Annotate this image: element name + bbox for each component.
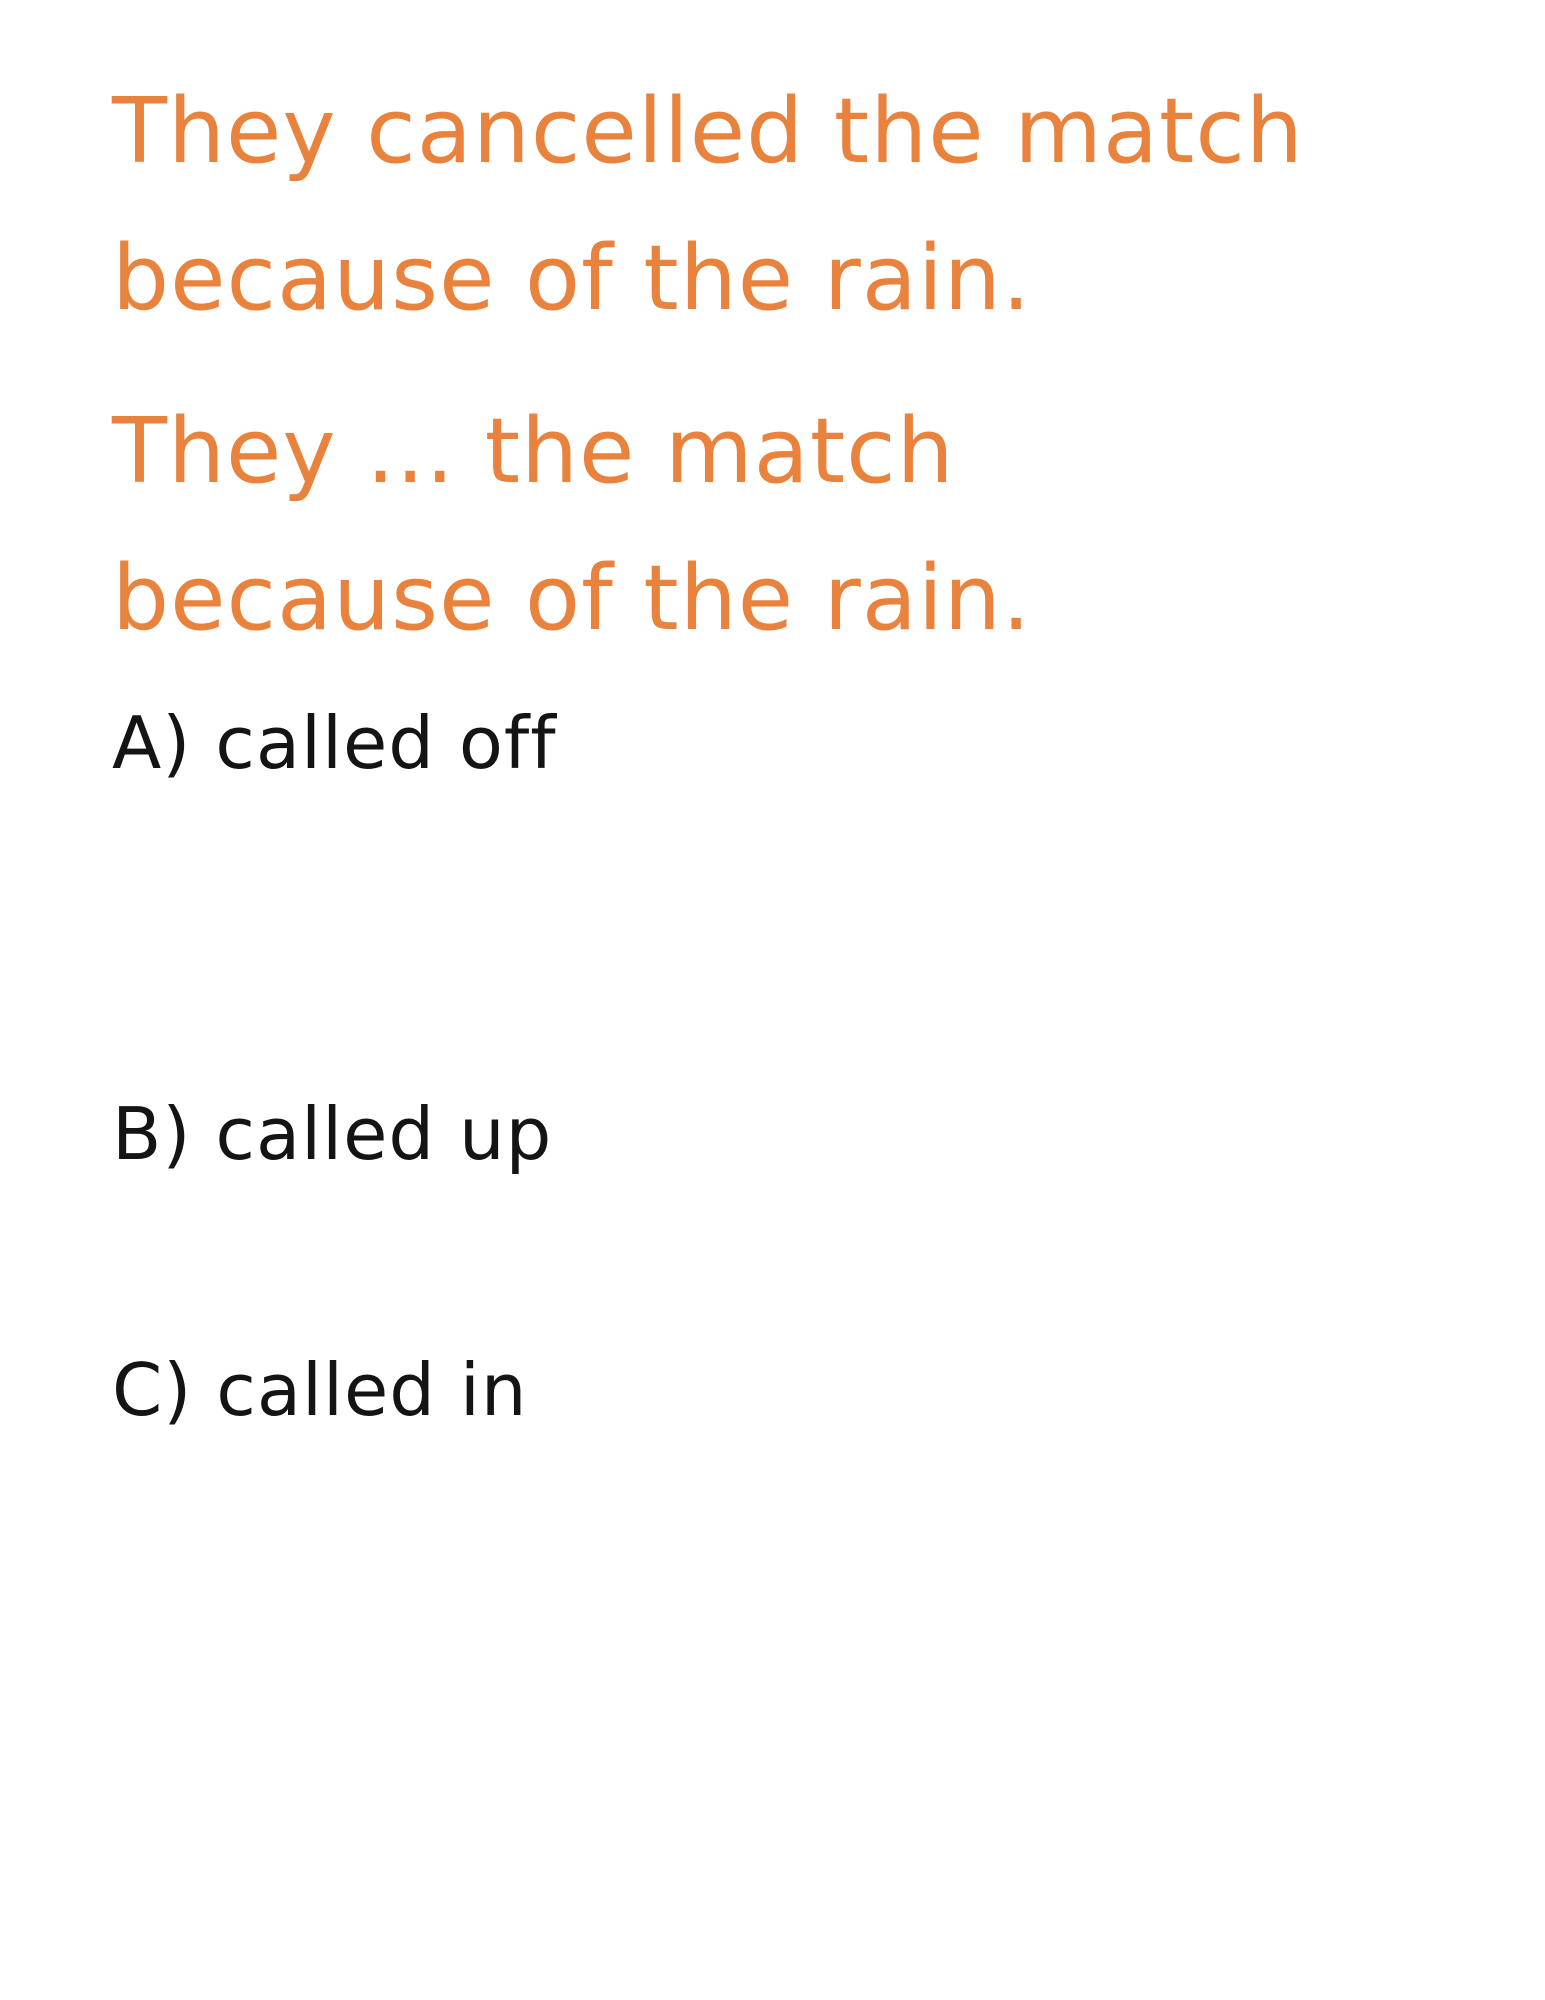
answer-options [112,698,1455,1436]
answer-option-b[interactable]: B) called up [112,1089,552,1180]
original-sentence [112,58,1455,352]
original-sentence-line-1: They cancelled the match [112,79,1304,184]
gapped-sentence-line-2: because of the rain. [112,546,1032,651]
original-sentence-line-2: because of the rain. [112,226,1032,331]
gapped-sentence [112,378,1455,672]
answer-option-c[interactable]: C) called in [112,1345,528,1436]
answer-option-a[interactable]: A) called off [112,698,557,789]
question-prompt [112,58,1455,672]
gapped-sentence-line-1: They ... the match [112,399,955,504]
